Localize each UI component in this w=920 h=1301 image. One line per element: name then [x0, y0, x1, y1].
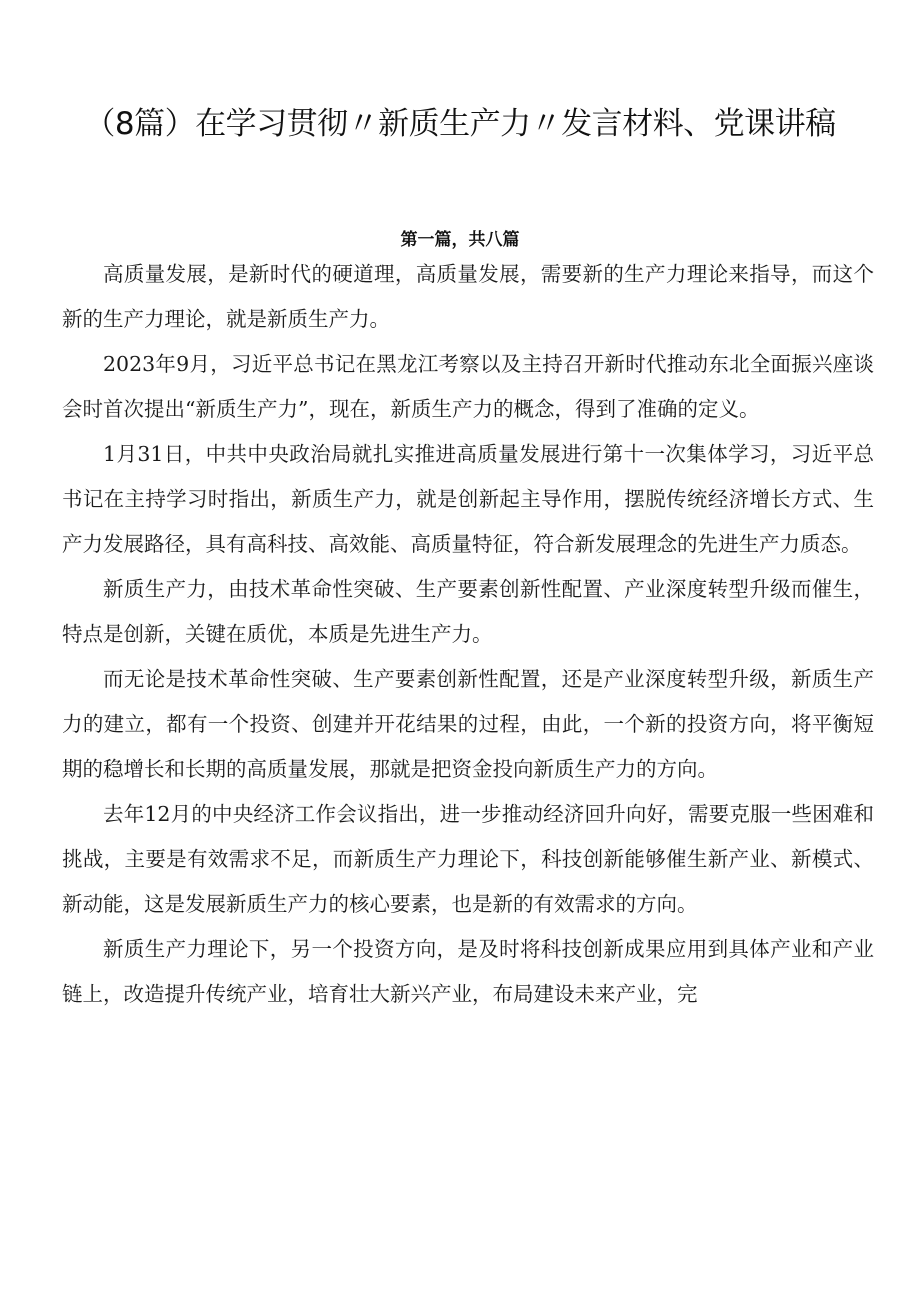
- paragraph-4: 新质生产力，由技术革命性突破、生产要素创新性配置、产业深度转型升级而催生，特点是创新，关键在质优，本质是先进生产力。: [62, 577, 874, 646]
- section-heading: 第一篇，共八篇: [400, 230, 520, 250]
- paragraph-5: 而无论是技术革命性突破、生产要素创新性配置，还是产业深度转型升级，新质生产力的建立，都有一个投资、创建并开花结果的过程，由此，一个新的投资方向，将平衡短期的稳增长和长期的高质量发展，那就是把资金投向新质生产力的方向。: [62, 667, 874, 781]
- paragraph-7: 新质生产力理论下，另一个投资方向，是及时将科技创新成果应用到具体产业和产业链上，改造提升传统产业，培育壮大新兴产业，布局建设未来产业，完: [62, 937, 874, 1006]
- paragraph-6: 去年12月的中央经济工作会议指出，进一步推动经济回升向好，需要克服一些困难和挑战，主要是有效需求不足，而新质生产力理论下，科技创新能够催生新产业、新模式、新动能，这是发展新质生产力的核心要素，也是新的有效需求的方向。: [62, 802, 874, 916]
- paragraph-2: 2023年9月，习近平总书记在黑龙江考察以及主持召开新时代推动东北全面振兴座谈会时首次提出“新质生产力”，现在，新质生产力的概念，得到了准确的定义。: [62, 352, 874, 421]
- document-body: [62, 252, 874, 1017]
- paragraph-1: 高质量发展，是新时代的硬道理，高质量发展，需要新的生产力理论来指导，而这个新的生产力理论，就是新质生产力。: [62, 262, 874, 331]
- document-title: （8篇）在学习贯彻〃新质生产力〃发言材料、党课讲稿: [84, 106, 836, 142]
- paragraph-3: 1月31日，中共中央政治局就扎实推进高质量发展进行第十一次集体学习，习近平总书记在主持学习时指出，新质生产力，就是创新起主导作用，摆脱传统经济增长方式、生产力发展路径，具有高科技、高效能、高质量特征，符合新发展理念的先进生产力质态。: [62, 442, 874, 556]
